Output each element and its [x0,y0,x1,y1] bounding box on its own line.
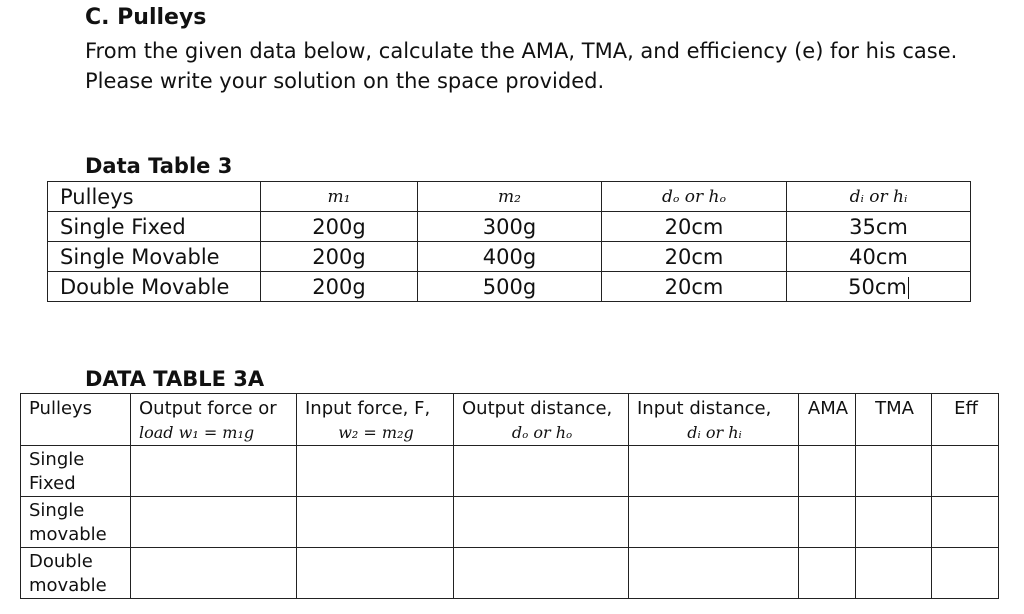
answer-cell[interactable] [629,497,799,548]
table-header-row [48,182,971,212]
header-formula: w₂ = m₂g [338,423,414,442]
answer-cell[interactable] [629,548,799,599]
row-label [21,548,131,599]
table-row [21,446,999,497]
header-input-force [297,394,454,446]
answer-cell[interactable] [131,548,297,599]
data-table-3-title: Data Table 3 [85,154,233,178]
header-ama [799,394,856,446]
header-line: Eff [954,398,978,419]
cell-pulley: Single Fixed [48,212,261,242]
cell-do: 20cm [602,212,787,242]
header-line: Output distance, [462,398,613,419]
row-label-line: movable [29,575,107,596]
answer-cell[interactable] [297,446,454,497]
table-header-row [21,394,999,446]
cell-m2: 300g [418,212,602,242]
answer-cell[interactable] [932,446,999,497]
row-label-line: movable [29,524,107,545]
header-line: AMA [807,398,849,419]
header-formula: dᵢ or hᵢ [687,423,742,442]
cell-pulley: Single Movable [48,242,261,272]
cell-m2: 500g [418,272,602,302]
section-title: C. Pulleys [85,5,207,30]
cell-m1: 200g [261,242,418,272]
header-output-force [131,394,297,446]
answer-cell[interactable] [131,446,297,497]
header-line: Pulleys [29,398,93,419]
header-eff [932,394,999,446]
header-line: Input force, F, [305,398,431,419]
cell-di[interactable] [787,272,971,302]
cell-m1: 200g [261,212,418,242]
instruction-line-2: Please write your solution on the space provided. [85,69,605,93]
text-cursor [908,277,909,299]
header-line: TMA [875,398,914,419]
row-label-line: Fixed [29,473,76,494]
cell-m1: 200g [261,272,418,302]
row-label [21,446,131,497]
answer-cell[interactable] [856,446,932,497]
answer-cell[interactable] [799,548,856,599]
header-output-distance: dₒ or hₒ [602,182,787,212]
answer-cell[interactable] [629,446,799,497]
header-pulleys [21,394,131,446]
cell-di-text: 50cm [848,274,907,299]
answer-cell[interactable] [297,548,454,599]
row-label-line: Double [29,551,93,572]
answer-cell[interactable] [131,497,297,548]
header-input-distance [629,394,799,446]
cell-pulley: Double Movable [48,272,261,302]
table-row [48,242,971,272]
header-tma [856,394,932,446]
answer-cell[interactable] [297,497,454,548]
header-input-distance: dᵢ or hᵢ [787,182,971,212]
answer-cell[interactable] [454,548,629,599]
answer-cell[interactable] [856,497,932,548]
data-table-3a [20,393,999,599]
data-table-3a-title: DATA TABLE 3A [85,367,265,391]
table-row [48,212,971,242]
table-row [21,548,999,599]
cell-di: 40cm [787,242,971,272]
cell-di: 35cm [787,212,971,242]
header-pulleys: Pulleys [48,182,261,212]
answer-cell[interactable] [799,446,856,497]
table-row [48,272,971,302]
instructions [85,36,957,96]
header-m2: m₂ [418,182,602,212]
cell-m2: 400g [418,242,602,272]
instruction-line-1: From the given data below, calculate the AMA, TMA, and efficiency (e) for his case. [85,39,958,63]
data-table-3 [47,181,971,302]
table-row [21,497,999,548]
row-label-line: Single [29,500,85,521]
cell-do: 20cm [602,272,787,302]
answer-cell[interactable] [932,497,999,548]
header-line: Output force or [139,398,277,419]
header-m1: m₁ [261,182,418,212]
row-label [21,497,131,548]
header-formula: dₒ or hₒ [511,423,573,442]
answer-cell[interactable] [454,497,629,548]
header-line: Input distance, [637,398,772,419]
answer-cell[interactable] [454,446,629,497]
answer-cell[interactable] [799,497,856,548]
header-output-distance [454,394,629,446]
cell-do: 20cm [602,242,787,272]
answer-cell[interactable] [856,548,932,599]
row-label-line: Single [29,449,85,470]
header-formula: load w₁ = m₁g [139,423,255,442]
answer-cell[interactable] [932,548,999,599]
